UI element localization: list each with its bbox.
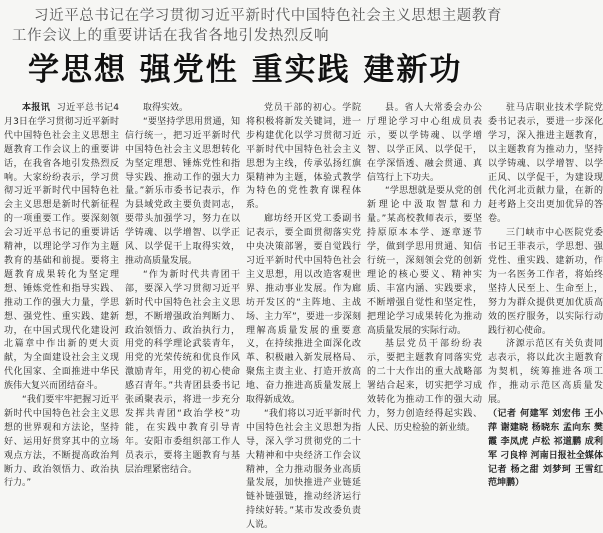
paragraph: “我们将以习近平新时代中国特色社会主义思想为指导，深入学习贯彻党的二十大精神和中央经济工作会议精神，全力推动服务业高质量发展，加快推进产业链延链补链强链，推动经济运行持续好转。”某市发改委负责人说。 bbox=[246, 408, 361, 531]
kicker-headline bbox=[12, 6, 597, 46]
reporter-credit: （记者 何建军 刘宏伟 王小萍 谢建晓 杨晓东 孟向东 樊霞 李凤虎 卢松 祁道鹏 成利军 刁良梓 河南日报社全媒体记者 杨之甜 刘梦珂 王雪红 范坤鹏） bbox=[488, 408, 603, 489]
paragraph: “要坚持学思用贯通，知信行统一，把习近平新时代中国特色社会主义思想转化为坚定理想、锤炼党性和指导实践、推动工作的强大力量。”新乐市委书记表示，作为县域党政主要负责同志，要带头加强学习，努力在以学铸魂、以学增智、以学正风、以学促干上取得实效，推动高质量发展。 bbox=[125, 116, 240, 266]
paragraph: 廊坊经开区党工委副书记表示，要全面贯彻落实党中央决策部署，要自觉践行习近平新时代中国特色社会主义思想，用以改造客观世界、推动事业发展。作为廊坊开发区的“主阵地、主战场、主力军”，要进一步深刻理解高质量发展的重要意义，在持续推进全面深化改革、积极融入新发展格局、聚焦主责主业、打造开放高地、奋力推进高质量发展上取得新成效。 bbox=[246, 214, 361, 406]
paragraph: 县。省人大常委会办公厅理论学习中心组成员表示，要以学铸魂、以学增智、以学正风、以学促干，在学深悟透、融会贯通、真信笃行上下功夫。 bbox=[367, 103, 482, 183]
article-column-3 bbox=[246, 102, 361, 531]
kicker-line-1: 习近平总书记在学习贯彻习近平新时代中国特色社会主义思想主题教育 bbox=[34, 8, 503, 24]
paragraph: 取得实效。 bbox=[143, 103, 189, 113]
article-column-5 bbox=[488, 102, 603, 489]
paragraph: 党员干部的初心。学院将积极将新发关键词，进一步构建优化以学习贯彻习近平新时代中国特色社会主义思想为主线，传承弘扬红旗渠精神为主题，体验式教学为特色的党性教育课程体系。 bbox=[246, 103, 361, 211]
dateline: 本报讯 bbox=[22, 103, 51, 113]
paragraph: “学思想就是要从党的创新理论中汲取智慧和力量。”某高校教师表示，要坚持原原本本学、逐章逐节学，做到学思用贯通、知信行统一，深刻领会党的创新理论的核心要义、精神实质、丰富内涵、实践要求，不断增强自觉性和坚定性，把理论学习成果转化为推动高质量发展的实际行动。 bbox=[367, 186, 482, 336]
article-column-4 bbox=[367, 102, 482, 433]
paragraph-text: 习近平总书记4月3日在学习贯彻习近平新时代中国特色社会主义思想主题教育工作会议上的重要讲话，在我省各地引发热烈反响。大家纷纷表示，学习贯彻习近平新时代中国特色社会主义思想是新时代新征程的一项重要工作。要深刻领会习近平总书记的重要讲话精神，以理论学习作为主题教育的基础和前提。要将主题教育成果转化为坚定理想、锤炼党性和指导实践、推动工作的强大力量，学思想、强党性、重实践、建新功，在中国式现代化建设河北篇章中作出新的更大贡献，为全面建设社会主义现代化国家、全面推进中华民族伟大复兴而团结奋斗。 bbox=[4, 103, 119, 392]
paragraph: 济源示范区有关负责同志表示，将以此次主题教育为契机，统筹推进各项工作，推动示范区高质量发展。 bbox=[488, 339, 603, 406]
kicker-line-2: 工作会议上的重要讲话在我省各地引发热烈反响 bbox=[12, 28, 330, 44]
paragraph: “我们要牢牢把握习近平新时代中国特色社会主义思想的世界观和方法论，坚持好、运用好贯穿其中的立场观点方法，不断提高政治判断力、政治领悟力、政治执行力。” bbox=[4, 395, 119, 489]
paragraph: 三门峡市中心医院党委书记王菲表示，学思想、强党性、重实践、建新功，作为一名医务工作者，将始终坚持人民至上、生命至上，努力为群众提供更加优质高效的医疗服务，以实际行动践行初心使命。 bbox=[488, 228, 603, 336]
paragraph: 驻马店职业技术学院党委书记表示，要进一步深化学习，深入推进主题教育，以主题教育为推动力，坚持以学铸魂、以学增智、以学正风、以学促干，为建设现代化河北贡献力量，在新的赶考路上交出更加优异的答卷。 bbox=[488, 103, 603, 225]
main-headline: 学思想 强党性 重实践 建新功 bbox=[28, 52, 463, 88]
paragraph: “作为新时代共青团干部，要深入学习贯彻习近平新时代中国特色社会主义思想，不断增强政治判断力、政治领悟力、政治执行力，用党的科学理论武装青年，用党的光荣传统和优良作风激励青年，用党的初心使命感召青年。”共青团县委书记张函聚表示，将进一步充分发挥共青团“政治学校”功能，在实践中教育引导青年。安阳市委组织部工作人员表示，要将主题教育与基层治理紧密结合。 bbox=[125, 269, 240, 475]
article-column-1 bbox=[4, 102, 119, 489]
article-columns bbox=[4, 102, 603, 531]
paragraph: 基层党员干部纷纷表示，要把主题教育同落实党的二十大作出的重大战略部署结合起来，切实把学习成效转化为推动工作的强大动力，努力创造经得起实践、人民、历史检验的新业绩。 bbox=[367, 339, 482, 433]
article-column-2 bbox=[125, 102, 240, 475]
lead-paragraph bbox=[4, 102, 119, 394]
